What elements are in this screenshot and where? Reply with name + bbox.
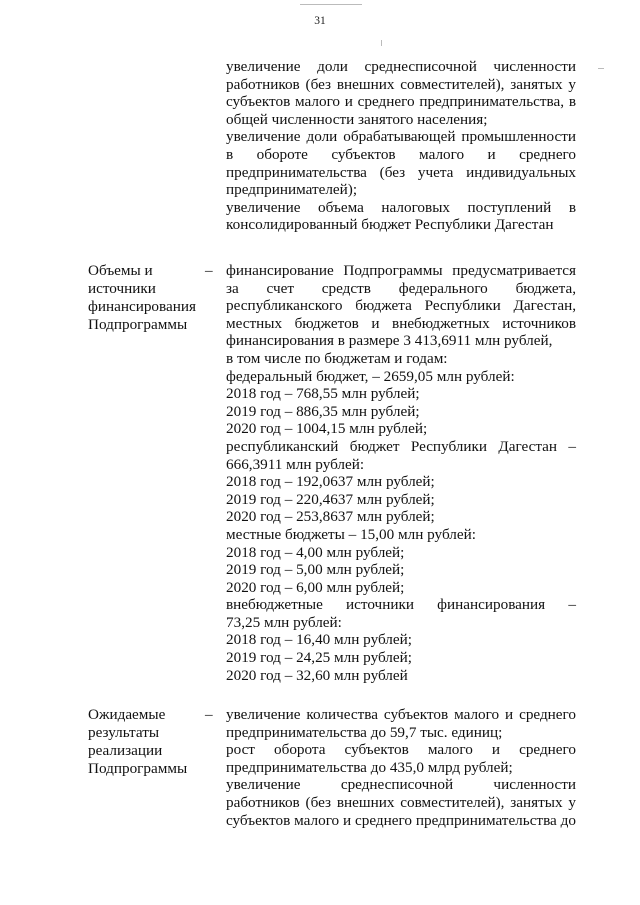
label-line: Подпрограммы (88, 316, 188, 333)
label-line: Объемы и (88, 262, 153, 279)
page-number: 31 (314, 15, 326, 27)
text-line: за счет средств федерального бюджета, (226, 279, 576, 297)
top-continuation-text (226, 58, 576, 234)
text-line: общей численности занятого населения; (226, 110, 488, 128)
text-line: рост оборота субъектов малого и среднего (226, 741, 576, 759)
text-line: увеличение количества субъектов малого и среднего (226, 706, 576, 723)
text-line: 2019 год – 886,35 млн рублей; (226, 402, 420, 420)
text-line: в том числе по бюджетам и годам: (226, 349, 448, 367)
text-line: предпринимательства (без учета индивидуальных (226, 163, 576, 181)
text-line: работников (без внешних совместителей), занятых у (226, 793, 576, 811)
text-line: республиканский бюджет Республики Дагестан – (226, 437, 576, 455)
label-line: источники (88, 280, 156, 297)
label-line: финансирования (88, 298, 196, 315)
text-line: 2020 год – 6,00 млн рублей; (226, 578, 405, 596)
text-line: 2019 год – 24,25 млн рублей; (226, 649, 412, 667)
text-line: федеральный бюджет, – 2659,05 млн рублей: (226, 367, 515, 385)
scan-mark (598, 68, 604, 69)
text-line: местных бюджетов и внебюджетных источников (226, 314, 576, 332)
text-line: 2018 год – 192,0637 млн рублей; (226, 473, 435, 491)
financing-text (226, 262, 576, 684)
text-line: 2020 год – 253,8637 млн рублей; (226, 508, 435, 526)
text-line: республиканского бюджета Республики Дагестан, (226, 297, 576, 315)
results-label (88, 706, 203, 778)
text-line: 2020 год – 32,60 млн рублей (226, 666, 408, 684)
label-line: реализации (88, 742, 163, 759)
text-line: увеличение среднесписочной численности (226, 776, 576, 794)
results-dash: – (205, 706, 213, 723)
results-text (226, 706, 576, 829)
text-line: 2019 год – 220,4637 млн рублей; (226, 490, 435, 508)
label-line: Ожидаемые (88, 706, 166, 723)
text-line: местные бюджеты – 15,00 млн рублей: (226, 525, 476, 543)
text-line: 73,25 млн рублей: (226, 613, 342, 631)
text-line: 2018 год – 768,55 млн рублей; (226, 385, 420, 403)
text-line: консолидированный бюджет Республики Дагестан (226, 216, 554, 234)
text-line: 2018 год – 4,00 млн рублей; (226, 543, 405, 561)
text-line: финансирование Подпрограммы предусматривается (226, 262, 576, 279)
scan-mark (300, 4, 362, 5)
label-line: результаты (88, 724, 160, 741)
text-line: работников (без внешних совместителей), занятых у (226, 75, 576, 93)
text-line: финансирования в размере 3 413,6911 млн рублей, (226, 332, 553, 350)
financing-label (88, 262, 203, 334)
text-line: увеличение доли обрабатывающей промышленности (226, 128, 576, 146)
scan-mark (381, 40, 382, 46)
text-line: 2018 год – 16,40 млн рублей; (226, 631, 412, 649)
text-line: внебюджетные источники финансирования – (226, 596, 576, 614)
text-line: предпринимателей); (226, 181, 358, 199)
text-line: 666,3911 млн рублей: (226, 455, 365, 473)
text-line: в обороте субъектов малого и среднего (226, 145, 576, 163)
text-line: предпринимательства до 435,0 млрд рублей; (226, 758, 513, 776)
text-line: субъектов малого и среднего предпринимательства, в (226, 93, 576, 111)
text-line: увеличение доли среднесписочной численности (226, 58, 576, 75)
text-line: 2020 год – 1004,15 млн рублей; (226, 420, 428, 438)
label-line: Подпрограммы (88, 760, 188, 777)
text-line: субъектов малого и среднего предпринимательства до (226, 811, 576, 829)
text-line: предпринимательства до 59,7 тыс. единиц; (226, 723, 503, 741)
financing-dash: – (205, 262, 213, 279)
text-line: 2019 год – 5,00 млн рублей; (226, 561, 405, 579)
text-line: увеличение объема налоговых поступлений в (226, 198, 576, 216)
